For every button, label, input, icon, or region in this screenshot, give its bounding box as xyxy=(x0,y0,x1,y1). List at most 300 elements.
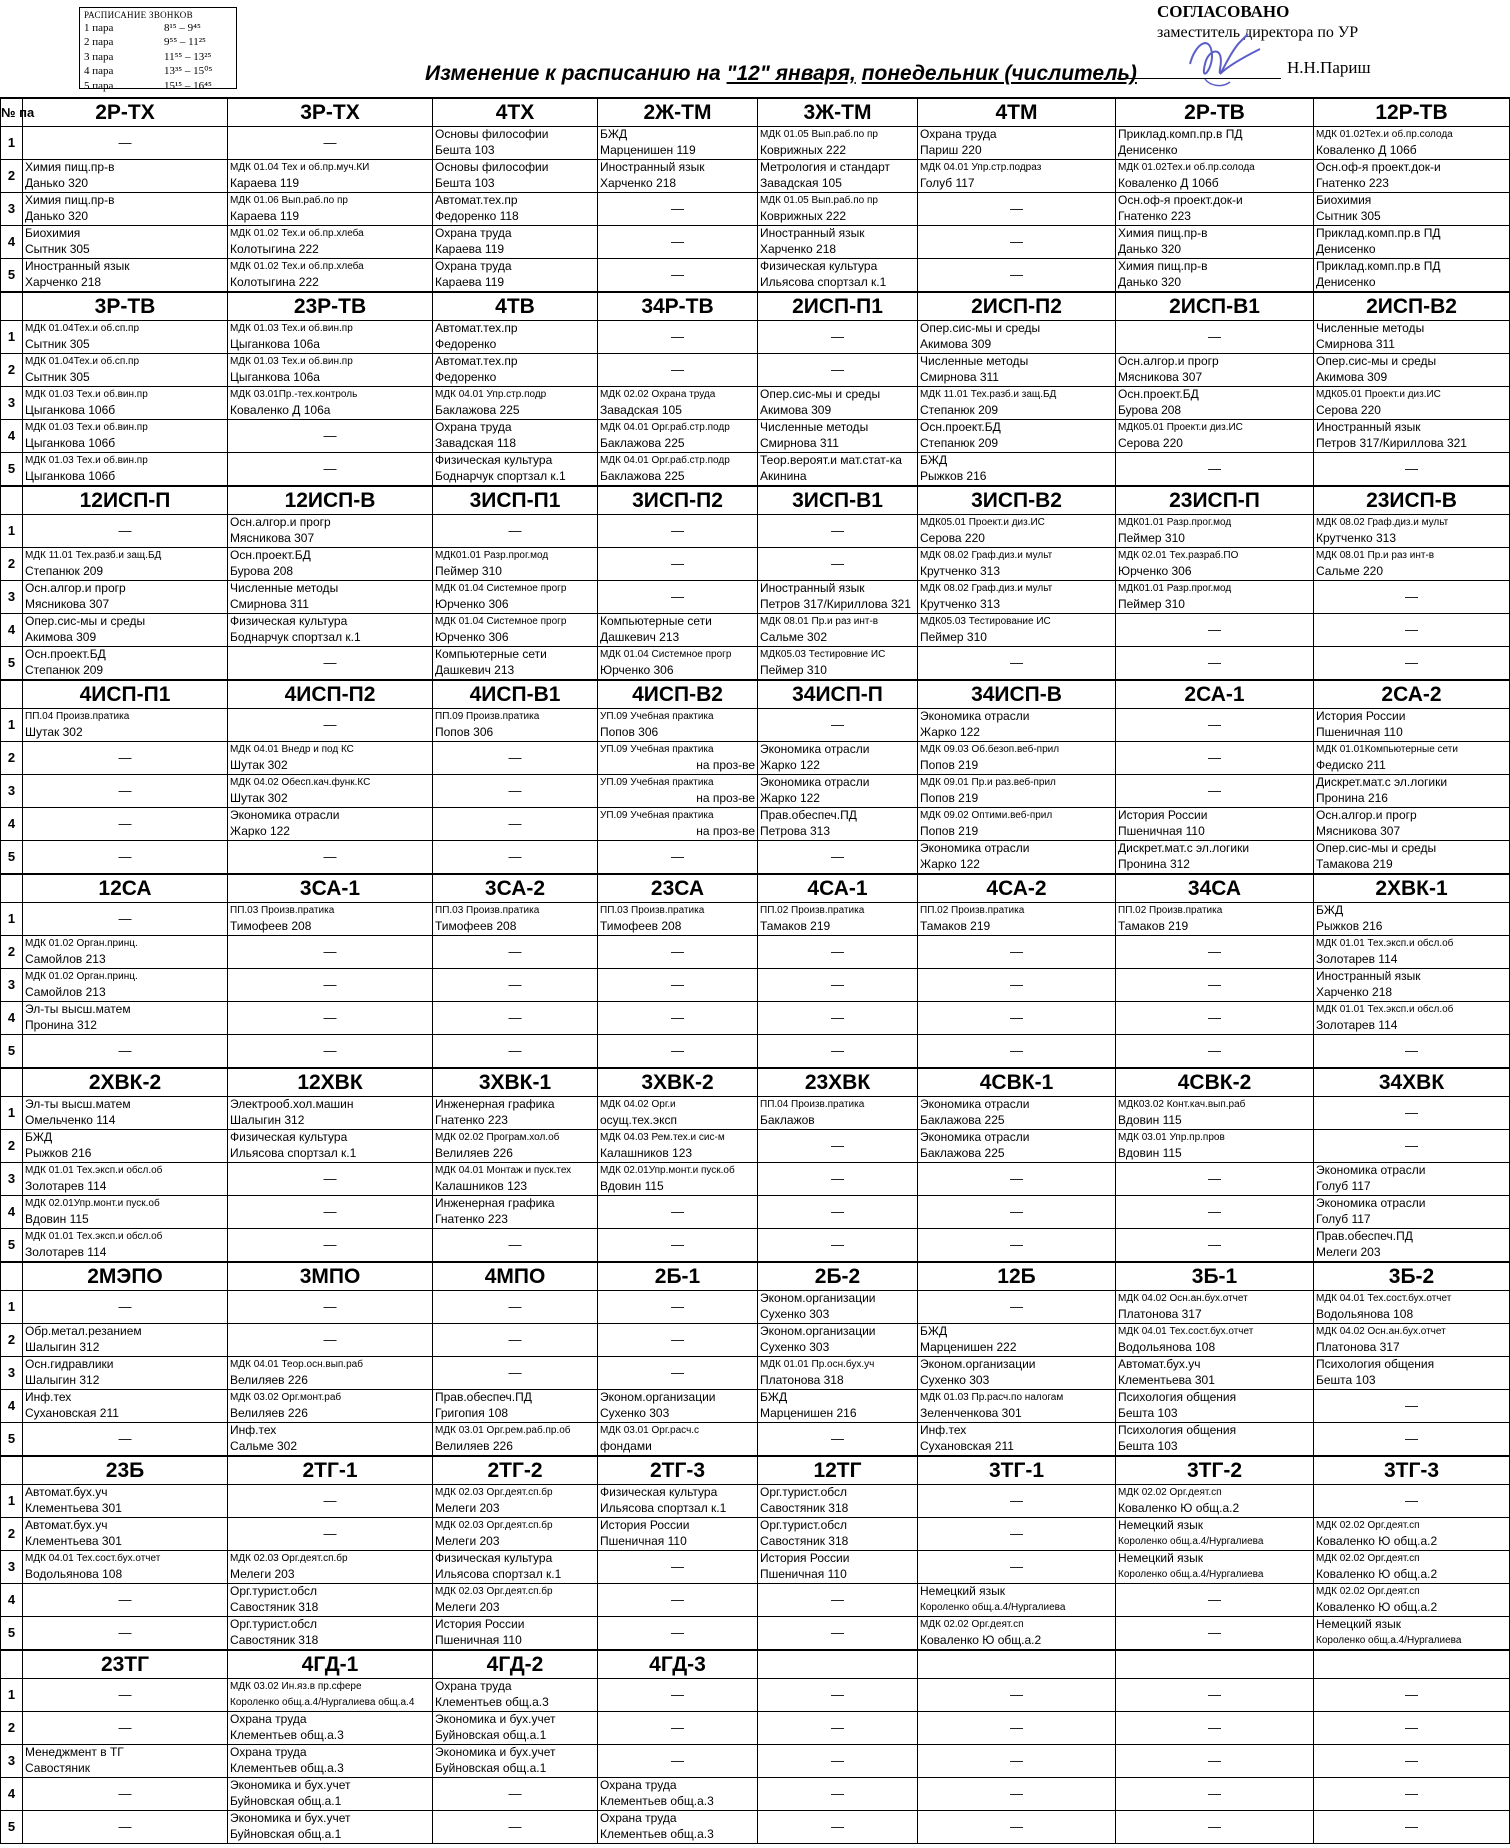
lesson-cell: — xyxy=(433,1778,598,1811)
lesson-cell xyxy=(1314,969,1510,1002)
group-name: 12ХВК xyxy=(228,1068,433,1097)
lesson-subject: МДК 01.02 Тех.и об.пр.хлеба xyxy=(230,261,364,272)
lesson-teacher-room: Клементьев общ.а.3 xyxy=(435,1694,549,1709)
lesson-teacher-room: Данько 320 xyxy=(25,175,89,190)
lesson-subject: МДК 08.02 Граф.диз.и мульт xyxy=(920,583,1053,594)
lesson-cell: — xyxy=(758,321,918,354)
lesson-teacher-room: Сальме 220 xyxy=(1316,563,1384,578)
lesson-teacher-room: Юрченко 306 xyxy=(435,629,509,644)
lesson-teacher-room: Золотарев 114 xyxy=(1316,951,1398,966)
schedule-row xyxy=(1,1130,1510,1163)
lesson-subject: Эконом.организации xyxy=(760,1324,876,1338)
lesson-teacher-room: Сухенко 303 xyxy=(760,1306,830,1321)
lesson-teacher-room: Крутченко 313 xyxy=(920,563,1000,578)
pair-number: 1 xyxy=(1,1097,23,1130)
lesson-subject: МДК 08.02 Граф.диз.и мульт xyxy=(1316,517,1449,528)
lesson-teacher-room: Тимофеев 208 xyxy=(435,918,517,933)
lesson-subject: Численные методы xyxy=(230,581,339,595)
lesson-teacher-room: Клементьева 301 xyxy=(25,1500,122,1515)
lesson-cell xyxy=(433,1196,598,1229)
lesson-subject: МДК 01.03 Тех.и об.вин.пр xyxy=(25,389,148,400)
lesson-cell: — xyxy=(918,259,1116,293)
lesson-cell xyxy=(228,775,433,808)
lesson-cell: — xyxy=(228,969,433,1002)
lesson-teacher-room: Шутак 302 xyxy=(25,724,83,739)
lesson-subject: Численные методы xyxy=(760,420,869,434)
lesson-teacher-room: на проз-ве xyxy=(696,790,755,805)
approval-title: СОГЛАСОВАНО xyxy=(1157,2,1290,21)
lesson-subject: Осн.алгор.и прогр xyxy=(1316,808,1417,822)
lesson-subject: Осн.гидравлики xyxy=(25,1357,114,1371)
pair-number: 3 xyxy=(1,969,23,1002)
lesson-cell xyxy=(23,1324,228,1357)
lesson-cell: — xyxy=(758,1229,918,1263)
lesson-cell xyxy=(918,808,1116,841)
group-name: 4ТМ xyxy=(918,98,1116,127)
group-name: 3Б-1 xyxy=(1116,1262,1314,1291)
lesson-cell: — xyxy=(1314,1035,1510,1069)
lesson-subject: МДК05.01 Проект.и диз.ИС xyxy=(1316,389,1441,400)
lesson-teacher-room: Петров 317/Кириллова 321 xyxy=(1316,435,1467,450)
lesson-cell xyxy=(433,259,598,293)
lesson-cell xyxy=(918,515,1116,548)
lesson-teacher-room: Харченко 218 xyxy=(1316,984,1393,999)
pair-number: 2 xyxy=(1,160,23,193)
pair-number-header xyxy=(1,1456,23,1485)
lesson-cell xyxy=(1314,1551,1510,1584)
lesson-subject: МДК03.02 Конт.кач.вып.раб xyxy=(1118,1099,1246,1110)
lesson-subject: БЖД xyxy=(760,1390,788,1404)
lesson-cell: — xyxy=(1314,1745,1510,1778)
lesson-subject: Иностранный язык xyxy=(760,226,865,240)
signature-image xyxy=(1150,24,1280,98)
group-header-row xyxy=(1,486,1510,515)
schedule-row xyxy=(1,1712,1510,1745)
lesson-teacher-room: Цыганкова 106б xyxy=(25,402,116,417)
lesson-cell: — xyxy=(598,1196,758,1229)
lesson-cell xyxy=(23,1390,228,1423)
lesson-subject: МДК 04.01 Тех.сост.бух.отчет xyxy=(1118,1326,1254,1337)
lesson-teacher-room: Савостяник xyxy=(25,1760,90,1775)
lesson-cell xyxy=(918,1097,1116,1130)
lesson-cell xyxy=(228,1130,433,1163)
lesson-teacher-room: Попов 306 xyxy=(600,724,659,739)
lesson-subject: Экономика отрасли xyxy=(920,841,1030,855)
lesson-subject: БЖД xyxy=(1316,903,1344,917)
group-header-row xyxy=(1,1456,1510,1485)
lesson-subject: Биохимия xyxy=(1316,193,1372,207)
lesson-subject: МДК 01.04 Системное прогр xyxy=(600,649,732,660)
lesson-subject: МДК01.01 Разр.прог.мод xyxy=(435,550,549,561)
lesson-subject: МДК 01.01 Тех.эксп.и обсл.об xyxy=(25,1231,163,1242)
lesson-cell xyxy=(23,1551,228,1584)
lesson-teacher-room: Коваленко Ю общ.а.2 xyxy=(1118,1500,1240,1515)
lesson-cell xyxy=(1314,1196,1510,1229)
lesson-subject: МДК 01.01 Тех.эксп.и обсл.об xyxy=(1316,938,1454,949)
schedule-row xyxy=(1,1324,1510,1357)
lesson-subject: МДК 02.01Упр.монт.и пуск.об xyxy=(600,1165,735,1176)
group-name: 12ИСП-В xyxy=(228,486,433,515)
lesson-cell: — xyxy=(1116,1679,1314,1712)
lesson-cell: — xyxy=(918,969,1116,1002)
lesson-teacher-room: Жарко 122 xyxy=(230,823,290,838)
schedule-row xyxy=(1,321,1510,354)
lesson-teacher-room: Боднарчук спортзал к.1 xyxy=(435,468,566,483)
bell-pair-label: 1 пара xyxy=(84,22,114,34)
lesson-subject: Химия пищ.пр-в xyxy=(1118,259,1208,273)
lesson-cell xyxy=(758,420,918,453)
lesson-teacher-room: Боднарчук спортзал к.1 xyxy=(230,629,361,644)
group-name: 4ИСП-В2 xyxy=(598,680,758,709)
group-name: 4ТХ xyxy=(433,98,598,127)
pair-number: 4 xyxy=(1,1390,23,1423)
lesson-subject: МДК 01.04Тех.и об.сп.пр xyxy=(25,356,139,367)
lesson-subject: МДК 01.02Тех.и об.пр.солода xyxy=(1118,162,1255,173)
lesson-subject: МДК 04.01 Орг.раб.стр.подр xyxy=(600,455,730,466)
lesson-subject: МДК 08.01 Пр.и раз инт-в xyxy=(760,616,879,627)
group-name: 2Р-ТХ xyxy=(23,98,228,127)
lesson-cell xyxy=(1116,808,1314,841)
schedule-row xyxy=(1,387,1510,420)
lesson-cell: — xyxy=(918,1229,1116,1263)
lesson-cell: — xyxy=(918,193,1116,226)
lesson-teacher-room: Караева 119 xyxy=(230,208,300,223)
lesson-cell xyxy=(598,453,758,487)
lesson-teacher-room: Ильясова спортзал к.1 xyxy=(230,1145,357,1160)
lesson-cell xyxy=(1116,1518,1314,1551)
lesson-cell: — xyxy=(758,1778,918,1811)
lesson-teacher-room: Золотарев 114 xyxy=(25,1244,107,1259)
bell-schedule-title: РАСПИСАНИЕ ЗВОНКОВ xyxy=(84,10,193,20)
schedule-row xyxy=(1,160,1510,193)
lesson-teacher-room: Короленко общ.а.4/Нургалиева xyxy=(1118,1535,1264,1547)
lesson-teacher-room: Калашников 123 xyxy=(600,1145,693,1160)
lesson-cell xyxy=(433,193,598,226)
lesson-teacher-room: Пшеничная 110 xyxy=(1118,823,1205,838)
lesson-teacher-room: Калашников 123 xyxy=(435,1178,528,1193)
lesson-cell xyxy=(23,1196,228,1229)
lesson-teacher-room: Пшеничная 110 xyxy=(600,1533,687,1548)
lesson-cell: — xyxy=(918,1485,1116,1518)
lesson-teacher-room: Рыжков 216 xyxy=(25,1145,92,1160)
pair-number: 3 xyxy=(1,1745,23,1778)
lesson-subject: УП.09 Учебная практика xyxy=(600,711,714,722)
lesson-teacher-room: Савостяник 318 xyxy=(760,1500,849,1515)
lesson-subject: МДК 04.01 Упр.стр.подр xyxy=(435,389,547,400)
group-name: 2ИСП-В2 xyxy=(1314,292,1510,321)
lesson-teacher-room: Клементьев общ.а.3 xyxy=(230,1760,344,1775)
lesson-cell: — xyxy=(758,841,918,875)
lesson-cell: — xyxy=(1116,1584,1314,1617)
group-name: 4ТВ xyxy=(433,292,598,321)
lesson-teacher-room: Жарко 122 xyxy=(760,790,820,805)
lesson-cell xyxy=(228,1679,433,1712)
lesson-teacher-room: Сухановская 211 xyxy=(920,1438,1014,1453)
lesson-cell xyxy=(228,1617,433,1651)
lesson-teacher-room: Сальме 302 xyxy=(760,629,828,644)
pair-number: 1 xyxy=(1,903,23,936)
schedule-row xyxy=(1,1745,1510,1778)
lesson-cell: — xyxy=(1116,936,1314,969)
lesson-cell xyxy=(23,1518,228,1551)
lesson-cell: — xyxy=(433,515,598,548)
lesson-cell xyxy=(433,903,598,936)
lesson-cell xyxy=(758,775,918,808)
schedule-row xyxy=(1,1423,1510,1457)
lesson-teacher-room: Голуб 117 xyxy=(920,175,975,190)
schedule-row xyxy=(1,808,1510,841)
pair-number: 2 xyxy=(1,742,23,775)
bell-pair-label: 5 пара xyxy=(84,79,114,92)
lesson-subject: Иностранный язык xyxy=(600,160,705,174)
lesson-cell xyxy=(1314,1291,1510,1324)
lesson-subject: МДК 09.03 Об.безоп.веб-прил xyxy=(920,744,1060,755)
lesson-teacher-room: Коваленко Д 106б xyxy=(1118,175,1219,190)
lesson-teacher-room: Бешта 103 xyxy=(1316,1372,1376,1387)
lesson-cell: — xyxy=(1314,1485,1510,1518)
pair-number: 4 xyxy=(1,1584,23,1617)
lesson-teacher-room: Юрченко 306 xyxy=(1118,563,1192,578)
lesson-teacher-room: Коврижных 222 xyxy=(760,208,847,223)
lesson-cell xyxy=(23,160,228,193)
lesson-teacher-room: Короленко общ.а.4/Нургалиева общ.а.4 xyxy=(230,1696,415,1708)
lesson-subject: МДК 01.02Тех.и об.пр.солода xyxy=(1316,129,1453,140)
lesson-cell xyxy=(1116,1291,1314,1324)
lesson-subject: МДК01.01 Разр.прог.мод xyxy=(1118,517,1232,528)
pair-number-header: № па xyxy=(1,98,23,127)
group-name: 4МПО xyxy=(433,1262,598,1291)
lesson-cell xyxy=(918,1584,1116,1617)
lesson-teacher-room: Буйновская общ.а.1 xyxy=(435,1727,547,1742)
lesson-cell: — xyxy=(23,903,228,936)
lesson-teacher-room: Мясникова 307 xyxy=(1118,369,1203,384)
lesson-subject: Немецкий язык xyxy=(920,1584,1006,1598)
lesson-subject: МДК 02.02 Програм.хол.об xyxy=(435,1132,560,1143)
lesson-cell: — xyxy=(1314,453,1510,487)
group-name: 3ТГ-2 xyxy=(1116,1456,1314,1485)
lesson-teacher-room: Буйновская общ.а.1 xyxy=(230,1793,342,1808)
pair-number: 2 xyxy=(1,1518,23,1551)
lesson-teacher-room: Бешта 103 xyxy=(1118,1405,1178,1420)
lesson-teacher-room: Акинина xyxy=(760,468,807,483)
lesson-cell xyxy=(1314,1002,1510,1035)
lesson-cell xyxy=(1314,160,1510,193)
lesson-subject: МДК 01.05 Вып.раб.по пр xyxy=(760,129,878,140)
lesson-cell xyxy=(918,1390,1116,1423)
lesson-cell xyxy=(1314,1324,1510,1357)
lesson-cell xyxy=(23,259,228,293)
lesson-teacher-room: Караева 119 xyxy=(230,175,300,190)
lesson-subject: МДК 02.01 Тех.разраб.ПО xyxy=(1118,550,1239,561)
lesson-cell xyxy=(228,160,433,193)
lesson-cell xyxy=(1116,548,1314,581)
schedule-row xyxy=(1,127,1510,160)
schedule-row xyxy=(1,1617,1510,1651)
lesson-cell xyxy=(228,321,433,354)
lesson-subject: Теор.вероят.и мат.стат-ка xyxy=(760,453,902,467)
lesson-cell: — xyxy=(1116,1002,1314,1035)
group-name: 4СВК-1 xyxy=(918,1068,1116,1097)
bell-time: 15¹⁵ – 16⁴⁵ xyxy=(164,79,212,92)
lesson-teacher-room: Денисенко xyxy=(1118,142,1178,157)
lesson-cell xyxy=(918,548,1116,581)
lesson-cell xyxy=(23,581,228,614)
pair-number: 2 xyxy=(1,1130,23,1163)
lesson-cell: — xyxy=(918,647,1116,681)
page-title xyxy=(425,62,1137,86)
lesson-cell xyxy=(598,742,758,775)
group-name: 2МЭПО xyxy=(23,1262,228,1291)
lesson-cell: — xyxy=(758,1811,918,1844)
lesson-cell: — xyxy=(598,1291,758,1324)
lesson-teacher-room: Омельченко 114 xyxy=(25,1112,116,1127)
lesson-cell xyxy=(1314,1518,1510,1551)
lesson-subject: МДК 01.03 Тех.и об.вин.пр xyxy=(230,356,353,367)
lesson-cell: — xyxy=(433,1324,598,1357)
pair-number-header xyxy=(1,1068,23,1097)
lesson-cell: — xyxy=(228,1002,433,1035)
lesson-teacher-room: Марценишен 216 xyxy=(760,1405,857,1420)
group-name xyxy=(918,1650,1116,1679)
lesson-cell xyxy=(228,1811,433,1844)
lesson-teacher-room: Коваленко Ю общ.а.2 xyxy=(1316,1533,1438,1548)
lesson-cell xyxy=(23,420,228,453)
lesson-subject: МДК 01.03 Тех.и об.вин.пр xyxy=(25,455,148,466)
lesson-subject: Эконом.организации xyxy=(760,1291,876,1305)
lesson-cell: — xyxy=(228,709,433,742)
lesson-subject: Психология общения xyxy=(1316,1357,1435,1371)
lesson-cell: — xyxy=(228,420,433,453)
lesson-cell xyxy=(228,903,433,936)
schedule-row xyxy=(1,515,1510,548)
lesson-cell xyxy=(758,1518,918,1551)
lesson-teacher-room: Баклажов xyxy=(760,1112,815,1127)
lesson-cell xyxy=(433,1097,598,1130)
lesson-cell: — xyxy=(433,841,598,875)
lesson-subject: МДК 08.02 Граф.диз.и мульт xyxy=(920,550,1053,561)
pair-number: 1 xyxy=(1,515,23,548)
schedule-row xyxy=(1,226,1510,259)
group-header-row xyxy=(1,1068,1510,1097)
lesson-cell: — xyxy=(433,775,598,808)
lesson-teacher-room: Коваленко Ю общ.а.2 xyxy=(920,1632,1042,1647)
lesson-cell: — xyxy=(1116,709,1314,742)
lesson-cell: — xyxy=(758,1745,918,1778)
group-name: 12ТГ xyxy=(758,1456,918,1485)
lesson-subject: Орг.турист.обсл xyxy=(760,1518,848,1532)
lesson-cell: — xyxy=(918,1002,1116,1035)
lesson-teacher-room: Григопия 108 xyxy=(435,1405,509,1420)
lesson-cell xyxy=(598,127,758,160)
lesson-cell xyxy=(228,515,433,548)
group-name: 3СА-1 xyxy=(228,874,433,903)
lesson-teacher-room: Рыжков 216 xyxy=(1316,918,1383,933)
lesson-teacher-room: Степанюк 209 xyxy=(920,435,999,450)
lesson-cell xyxy=(433,387,598,420)
lesson-subject: БЖД xyxy=(25,1130,53,1144)
lesson-teacher-room: Марценишен 222 xyxy=(920,1339,1017,1354)
lesson-subject: МДК 03.02 Орг.монт.раб xyxy=(230,1392,342,1403)
lesson-teacher-room: Федоренко xyxy=(435,336,497,351)
lesson-cell xyxy=(228,193,433,226)
lesson-cell xyxy=(1116,259,1314,293)
approval-role: заместитель директора по УР xyxy=(1157,24,1359,41)
lesson-cell xyxy=(1116,160,1314,193)
schedule-row xyxy=(1,775,1510,808)
lesson-cell: — xyxy=(433,1229,598,1263)
lesson-teacher-room: Мелеги 203 xyxy=(435,1599,500,1614)
lesson-teacher-room: Акимова 309 xyxy=(1316,369,1388,384)
lesson-subject: Эл-ты высш.матем xyxy=(25,1097,131,1111)
lesson-cell: — xyxy=(1116,742,1314,775)
lesson-cell: — xyxy=(1116,1229,1314,1263)
lesson-cell: — xyxy=(433,808,598,841)
lesson-cell xyxy=(433,1551,598,1584)
schedule-row xyxy=(1,1518,1510,1551)
lesson-cell: — xyxy=(918,226,1116,259)
schedule-row xyxy=(1,1097,1510,1130)
lesson-cell xyxy=(1116,515,1314,548)
pair-number: 2 xyxy=(1,1324,23,1357)
lesson-cell xyxy=(758,581,918,614)
pair-number: 3 xyxy=(1,387,23,420)
lesson-teacher-room: Велиляев 226 xyxy=(435,1438,513,1453)
lesson-cell: — xyxy=(23,808,228,841)
lesson-cell xyxy=(228,742,433,775)
lesson-teacher-room: Баклажова 225 xyxy=(920,1145,1005,1160)
lesson-subject: МДК 01.03 Пр.расч.по налогам xyxy=(920,1392,1064,1403)
lesson-cell xyxy=(598,1485,758,1518)
lesson-cell: — xyxy=(758,1163,918,1196)
lesson-cell: — xyxy=(598,1324,758,1357)
lesson-cell xyxy=(758,453,918,487)
schedule-grid xyxy=(0,97,1510,1844)
bell-row xyxy=(84,79,236,93)
lesson-teacher-room: Марценишен 119 xyxy=(600,142,696,157)
lesson-teacher-room: Пеймер 310 xyxy=(435,563,502,578)
lesson-cell xyxy=(1314,420,1510,453)
lesson-cell: — xyxy=(433,1291,598,1324)
lesson-teacher-room: Шалыгин 312 xyxy=(25,1372,100,1387)
lesson-subject: МДК05.01 Проект.и диз.ИС xyxy=(1118,422,1243,433)
lesson-teacher-room: Шалыгин 312 xyxy=(230,1112,305,1127)
group-name: 3ТГ-3 xyxy=(1314,1456,1510,1485)
pair-number: 5 xyxy=(1,1423,23,1457)
lesson-cell: — xyxy=(598,548,758,581)
lesson-cell xyxy=(23,1229,228,1263)
lesson-cell: — xyxy=(228,1163,433,1196)
group-name: 34ИСП-В xyxy=(918,680,1116,709)
lesson-cell xyxy=(1116,420,1314,453)
lesson-teacher-room: Акимова 309 xyxy=(25,629,97,644)
lesson-teacher-room: Платонова 317 xyxy=(1118,1306,1202,1321)
lesson-teacher-room: Платонова 317 xyxy=(1316,1339,1400,1354)
lesson-teacher-room: Харченко 218 xyxy=(600,175,677,190)
lesson-subject: Экономика отрасли xyxy=(230,808,340,822)
lesson-subject: МДК 01.05 Вып.раб.по пр xyxy=(760,195,878,206)
lesson-cell: — xyxy=(1116,1778,1314,1811)
lesson-teacher-room: осущ.тех.эксп xyxy=(600,1112,677,1127)
lesson-cell: — xyxy=(433,1002,598,1035)
lesson-cell xyxy=(433,321,598,354)
pair-number: 4 xyxy=(1,226,23,259)
lesson-cell: — xyxy=(1314,1130,1510,1163)
lesson-cell: — xyxy=(1116,969,1314,1002)
lesson-cell: — xyxy=(23,1617,228,1651)
lesson-subject: МДК 04.02 Осн.ан.бух.отчет xyxy=(1118,1293,1248,1304)
group-name xyxy=(758,1650,918,1679)
lesson-cell xyxy=(918,1324,1116,1357)
